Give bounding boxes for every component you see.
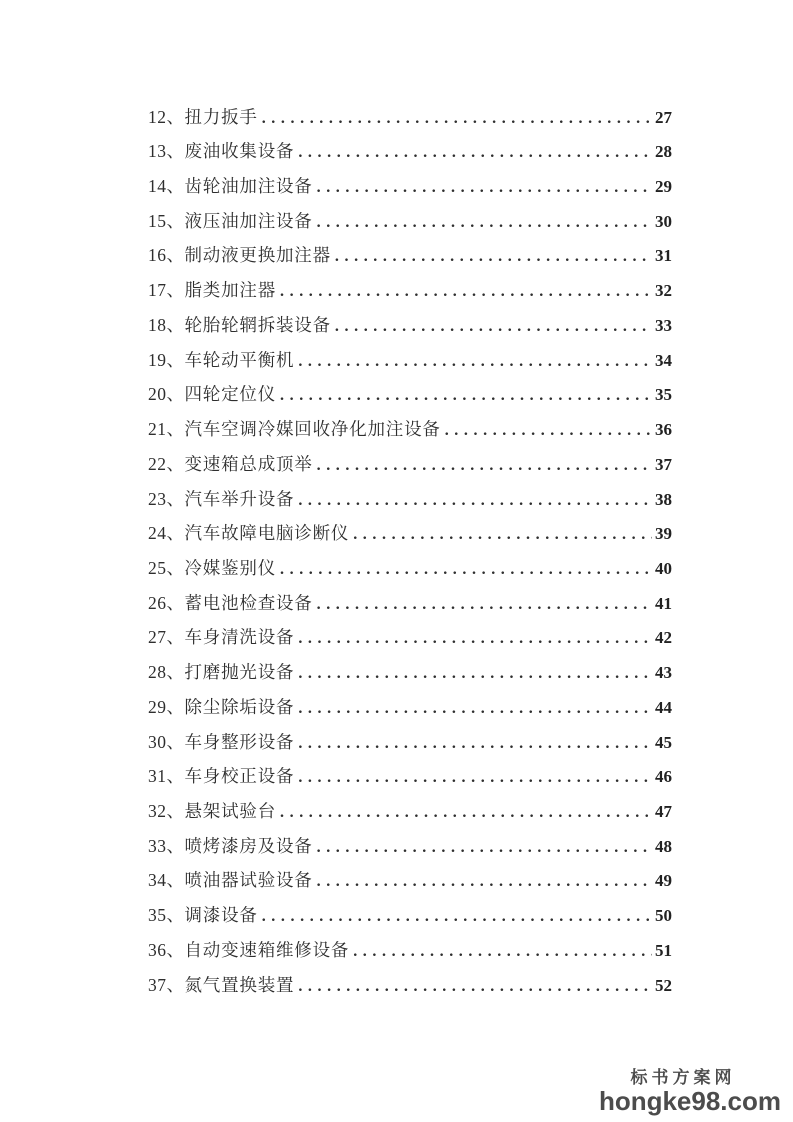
toc-item-title: 喷烤漆房及设备: [184, 835, 313, 856]
toc-item-page: 52: [655, 975, 672, 995]
toc-dot-leader: [353, 933, 652, 970]
toc-item-number: 28、: [148, 662, 185, 683]
toc-dot-leader: [280, 377, 652, 414]
toc-row: [148, 829, 672, 864]
toc-item-page: 51: [655, 940, 672, 960]
toc-dot-leader: [335, 308, 652, 345]
toc-item-number: 27、: [148, 627, 185, 648]
toc-row: [148, 482, 672, 517]
toc-item-page: 50: [655, 906, 672, 926]
toc-row: [148, 898, 672, 933]
toc-item-title: 车身清洗设备: [184, 627, 295, 648]
toc-list: [148, 100, 672, 1003]
toc-dot-leader: [280, 551, 652, 588]
toc-row: [148, 655, 672, 690]
toc-row: [148, 516, 672, 551]
toc-row: [148, 377, 672, 412]
toc-row: [148, 447, 672, 482]
toc-row: [148, 204, 672, 239]
toc-dot-leader: [317, 447, 652, 484]
toc-row: [148, 759, 672, 794]
toc-item-page: 35: [655, 385, 672, 405]
toc-row: [148, 273, 672, 308]
toc-dot-leader: [317, 829, 652, 866]
toc-dot-leader: [298, 968, 652, 1005]
toc-row: [148, 586, 672, 621]
toc-row: [148, 968, 672, 1003]
toc-item-title: 制动液更换加注器: [184, 245, 331, 266]
toc-dot-leader: [335, 238, 652, 275]
toc-item-page: 43: [655, 663, 672, 683]
toc-item-page: 46: [655, 767, 672, 787]
toc-item-page: 42: [655, 628, 672, 648]
watermark: [599, 1069, 781, 1114]
toc-item-number: 34、: [148, 870, 185, 891]
toc-item-title: 自动变速箱维修设备: [184, 939, 350, 960]
toc-item-title: 轮胎轮辋拆装设备: [184, 314, 331, 335]
toc-item-page: 33: [655, 315, 672, 335]
toc-item-title: 脂类加注器: [184, 280, 276, 301]
toc-item-page: 48: [655, 836, 672, 856]
toc-item-title: 蓄电池检查设备: [184, 592, 313, 613]
toc-item-title: 车轮动平衡机: [184, 349, 295, 370]
toc-item-page: 28: [655, 142, 672, 162]
toc-row: [148, 238, 672, 273]
toc-dot-leader: [317, 586, 652, 623]
toc-row: [148, 620, 672, 655]
toc-item-title: 液压油加注设备: [184, 210, 313, 231]
toc-item-title: 调漆设备: [184, 905, 258, 926]
toc-item-title: 变速箱总成顶举: [184, 453, 313, 474]
toc-item-number: 18、: [148, 314, 185, 335]
toc-item-page: 41: [655, 593, 672, 613]
toc-item-number: 23、: [148, 488, 185, 509]
toc-dot-leader: [317, 169, 652, 206]
toc-dot-leader: [298, 655, 652, 692]
toc-item-title: 汽车空调冷媒回收净化加注设备: [184, 419, 441, 440]
toc-item-page: 45: [655, 732, 672, 752]
toc-item-number: 14、: [148, 176, 185, 197]
toc-item-page: 49: [655, 871, 672, 891]
toc-item-number: 19、: [148, 349, 185, 370]
toc-item-page: 44: [655, 697, 672, 717]
toc-dot-leader: [317, 204, 652, 241]
toc-item-title: 四轮定位仪: [184, 384, 276, 405]
toc-item-number: 36、: [148, 939, 185, 960]
toc-item-number: 24、: [148, 523, 185, 544]
toc-item-title: 汽车故障电脑诊断仪: [184, 523, 350, 544]
toc-dot-leader: [298, 620, 652, 657]
toc-item-number: 30、: [148, 731, 185, 752]
toc-dot-leader: [280, 794, 652, 831]
toc-item-title: 扭力扳手: [184, 106, 258, 127]
toc-dot-leader: [262, 100, 652, 137]
toc-item-title: 氮气置换装置: [184, 974, 295, 995]
toc-item-title: 废油收集设备: [184, 141, 295, 162]
toc-row: [148, 169, 672, 204]
toc-item-number: 32、: [148, 800, 185, 821]
toc-row: [148, 933, 672, 968]
toc-item-number: 21、: [148, 419, 185, 440]
toc-dot-leader: [298, 343, 652, 380]
toc-dot-leader: [445, 412, 652, 449]
toc-item-number: 29、: [148, 696, 185, 717]
toc-item-number: 26、: [148, 592, 185, 613]
toc-item-number: 25、: [148, 557, 185, 578]
toc-item-page: 27: [655, 107, 672, 127]
toc-item-page: 39: [655, 524, 672, 544]
toc-dot-leader: [298, 134, 652, 171]
toc-item-page: 37: [655, 454, 672, 474]
toc-dot-leader: [262, 898, 652, 935]
toc-dot-leader: [298, 759, 652, 796]
toc-item-title: 车身校正设备: [184, 766, 295, 787]
toc-item-title: 冷媒鉴别仪: [184, 557, 276, 578]
toc-item-number: 17、: [148, 280, 185, 301]
toc-item-number: 35、: [148, 905, 185, 926]
toc-dot-leader: [317, 863, 652, 900]
toc-item-number: 33、: [148, 835, 185, 856]
toc-row: [148, 308, 672, 343]
toc-item-number: 22、: [148, 453, 185, 474]
toc-item-title: 悬架试验台: [184, 800, 276, 821]
toc-row: [148, 690, 672, 725]
toc-item-page: 31: [655, 246, 672, 266]
toc-dot-leader: [298, 482, 652, 519]
toc-row: [148, 412, 672, 447]
toc-row: [148, 134, 672, 169]
toc-item-number: 20、: [148, 384, 185, 405]
toc-dot-leader: [353, 516, 652, 553]
toc-item-number: 16、: [148, 245, 185, 266]
toc-item-page: 38: [655, 489, 672, 509]
toc-item-number: 13、: [148, 141, 185, 162]
toc-row: [148, 100, 672, 135]
toc-item-title: 汽车举升设备: [184, 488, 295, 509]
toc-item-page: 29: [655, 177, 672, 197]
toc-dot-leader: [298, 690, 652, 727]
toc-item-page: 47: [655, 801, 672, 821]
toc-item-page: 32: [655, 281, 672, 301]
toc-item-title: 车身整形设备: [184, 731, 295, 752]
toc-row: [148, 863, 672, 898]
toc-item-page: 36: [655, 420, 672, 440]
toc-dot-leader: [298, 725, 652, 762]
toc-item-page: 30: [655, 211, 672, 231]
toc-item-title: 齿轮油加注设备: [184, 176, 313, 197]
toc-item-number: 31、: [148, 766, 185, 787]
toc-row: [148, 343, 672, 378]
toc-dot-leader: [280, 273, 652, 310]
watermark-site-url: hongke98.com: [598, 1086, 781, 1116]
toc-item-number: 37、: [148, 974, 185, 995]
toc-item-number: 15、: [148, 210, 185, 231]
toc-row: [148, 725, 672, 760]
toc-row: [148, 551, 672, 586]
toc-item-title: 打磨抛光设备: [184, 662, 295, 683]
toc-item-title: 喷油器试验设备: [184, 870, 313, 891]
toc-item-page: 34: [655, 350, 672, 370]
watermark-site-name: 标书方案网: [630, 1068, 736, 1088]
toc-item-title: 除尘除垢设备: [184, 696, 295, 717]
toc-item-number: 12、: [148, 106, 185, 127]
toc-item-page: 40: [655, 558, 672, 578]
toc-row: [148, 794, 672, 829]
